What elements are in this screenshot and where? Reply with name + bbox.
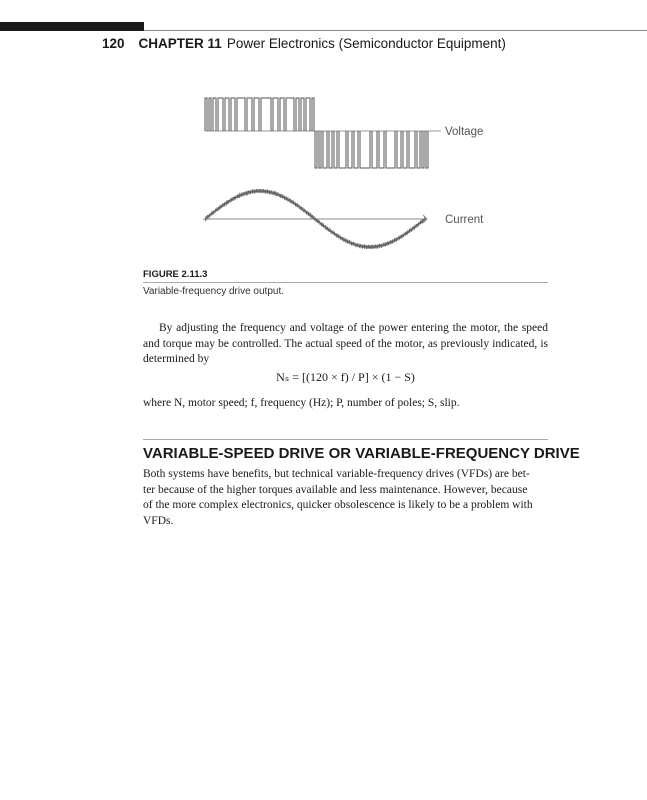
body-paragraph-1: By adjusting the frequency and voltage of the power entering the motor, the speed and torque may be controlled. The actual speed of the motor, as previously indicated, is determined by (143, 322, 548, 365)
figure-rule (143, 282, 548, 283)
header-bar (0, 22, 144, 31)
section-line: Both systems have benefits, but technical variable-frequency drives (VFDs) are bet- (143, 468, 530, 480)
current-label: Current (445, 214, 484, 226)
vfd-output-figure (195, 88, 495, 270)
section-line: VFDs. (143, 514, 174, 527)
voltage-pwm-positive (205, 98, 314, 131)
pwm-pulses (205, 98, 314, 131)
section-heading: VARIABLE-SPEED DRIVE OR VARIABLE-FREQUENCY DRIVE (143, 445, 580, 462)
body-paragraph-2: where N, motor speed; f, frequency (Hz); P, number of poles; S, slip. (143, 397, 460, 409)
section-line: of the more complex electronics, quicker obsolescence is likely to be a problem with (143, 499, 533, 511)
figure-number: FIGURE 2.11.3 (143, 269, 208, 280)
figure-caption: Variable-frequency drive output. (143, 286, 285, 297)
section-rule (143, 439, 548, 440)
page-number: 120 (102, 36, 125, 51)
chapter-label: CHAPTER 11 (138, 36, 222, 51)
chapter-title: Power Electronics (Semiconductor Equipment) (226, 36, 506, 51)
voltage-label: Voltage (445, 126, 484, 138)
running-head (102, 36, 506, 51)
voltage-pwm-negative (315, 131, 428, 168)
speed-equation: Nₛ = [(120 × f) / P] × (1 − S) (276, 370, 415, 384)
pwm-pulses (315, 131, 428, 168)
section-paragraph (143, 467, 548, 529)
header-rule (144, 30, 647, 31)
section-line: ter because of the higher torques available and less maintenance. However, because (143, 483, 528, 496)
